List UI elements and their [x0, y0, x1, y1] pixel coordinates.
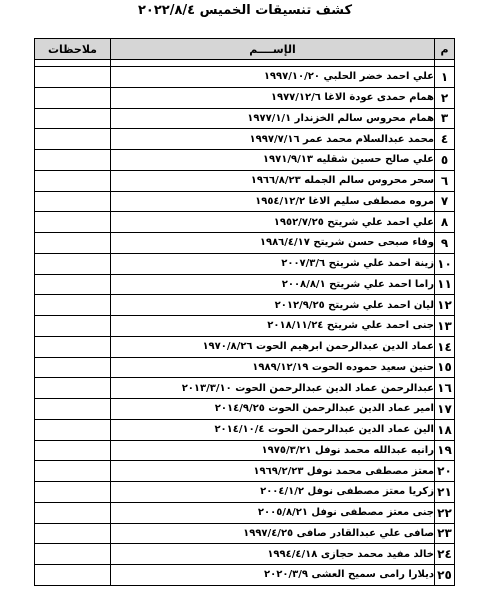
row-number-cell: ٨: [435, 212, 455, 233]
header-name: الإســــم: [111, 39, 435, 60]
row-name-cell: علي احمد خضر الحلبي ١٩٩٧/١٠/٢٠: [111, 67, 435, 88]
row-notes-cell: [35, 419, 111, 440]
row-number-cell: ٢٢: [435, 502, 455, 523]
table-row: [35, 399, 455, 420]
header-notes: ملاحظات: [35, 39, 111, 60]
row-notes-cell: [35, 336, 111, 357]
names-table: [34, 38, 455, 586]
row-name-cell: صافى علي عبدالقادر صافى ١٩٩٧/٤/٢٥: [111, 523, 435, 544]
row-number-cell: ١٦: [435, 378, 455, 399]
table-row: [35, 461, 455, 482]
row-name-cell: زينة احمد علي شريتح ٢٠٠٧/٣/٦: [111, 253, 435, 274]
row-number-cell: ١٢: [435, 295, 455, 316]
row-number-cell: ١٩: [435, 440, 455, 461]
row-number-cell: ٦: [435, 170, 455, 191]
table-row: [35, 87, 455, 108]
row-name-cell: علي احمد علي شريتح ١٩٥٢/٧/٢٥: [111, 212, 435, 233]
row-notes-cell: [35, 544, 111, 565]
row-notes-cell: [35, 316, 111, 337]
row-number-cell: ٢٤: [435, 544, 455, 565]
table-row: [35, 170, 455, 191]
table-row: [35, 108, 455, 129]
row-notes-cell: [35, 482, 111, 503]
row-notes-cell: [35, 129, 111, 150]
row-notes-cell: [35, 440, 111, 461]
row-name-cell: حنين سعيد حموده الحوت ١٩٨٩/١٢/١٩: [111, 357, 435, 378]
row-notes-cell: [35, 461, 111, 482]
row-notes-cell: [35, 150, 111, 171]
row-number-cell: ١٥: [435, 357, 455, 378]
row-name-cell: وفاء صبحى حسن شريتح ١٩٨٦/٤/١٧: [111, 233, 435, 254]
row-notes-cell: [35, 67, 111, 88]
row-name-cell: معتز مصطفى محمد نوفل ١٩٦٩/٢/٢٣: [111, 461, 435, 482]
table-row: [35, 316, 455, 337]
row-number-cell: ١٣: [435, 316, 455, 337]
row-name-cell: سحر محروس سالم الجمله ١٩٦٦/٨/٢٣: [111, 170, 435, 191]
table-row: [35, 295, 455, 316]
table-row: [35, 357, 455, 378]
row-name-cell: رانيه عبدالله محمد نوفل ١٩٧٥/٣/٢١: [111, 440, 435, 461]
table-row: [35, 191, 455, 212]
table-row: [35, 378, 455, 399]
table-row: [35, 523, 455, 544]
row-notes-cell: [35, 108, 111, 129]
row-number-cell: ١: [435, 67, 455, 88]
table-row: [35, 67, 455, 88]
row-number-cell: ٢: [435, 87, 455, 108]
row-notes-cell: [35, 357, 111, 378]
row-notes-cell: [35, 253, 111, 274]
table-row: [35, 419, 455, 440]
row-name-cell: جنى احمد علي شريتح ٢٠١٨/١١/٢٤: [111, 316, 435, 337]
row-notes-cell: [35, 170, 111, 191]
row-name-cell: الين عماد الدين عبدالرحمن الحوت ٢٠١٤/١٠/٤: [111, 419, 435, 440]
row-number-cell: ١١: [435, 274, 455, 295]
row-number-cell: ٤: [435, 129, 455, 150]
table-header-row: [35, 39, 455, 60]
table-row: [35, 502, 455, 523]
row-name-cell: همام حمدى عودة الاغا ١٩٧٧/١٢/٦: [111, 87, 435, 108]
row-name-cell: مروه مصطفى سليم الاغا ١٩٥٤/١٢/٢: [111, 191, 435, 212]
table-row: [35, 274, 455, 295]
table-row: [35, 482, 455, 503]
table-row: [35, 129, 455, 150]
document-title: كشف تنسيقات الخميس ٢٠٢٢/٨/٤: [137, 3, 353, 18]
header-number: م: [435, 39, 455, 60]
table-row: [35, 150, 455, 171]
row-notes-cell: [35, 523, 111, 544]
row-number-cell: ١٨: [435, 419, 455, 440]
row-number-cell: ٥: [435, 150, 455, 171]
row-number-cell: ٣: [435, 108, 455, 129]
header-spacer-row: [35, 60, 455, 67]
row-notes-cell: [35, 233, 111, 254]
table-row: [35, 233, 455, 254]
row-notes-cell: [35, 87, 111, 108]
row-name-cell: محمد عبدالسلام محمد عمر ١٩٩٧/٧/١٦: [111, 129, 435, 150]
row-name-cell: همام محروس سالم الخزندار ١٩٧٧/١/١: [111, 108, 435, 129]
row-number-cell: ١٧: [435, 399, 455, 420]
row-name-cell: ديلارا رامى سميح العشى ٢٠٢٠/٣/٩: [111, 565, 435, 586]
row-name-cell: عماد الدين عبدالرحمن ابرهيم الحوت ١٩٧٠/٨/٢٦: [111, 336, 435, 357]
row-number-cell: ٢٥: [435, 565, 455, 586]
row-notes-cell: [35, 295, 111, 316]
row-notes-cell: [35, 274, 111, 295]
row-name-cell: راما احمد علي شريتح ٢٠٠٨/٨/١: [111, 274, 435, 295]
row-name-cell: عبدالرحمن عماد الدين عبدالرحمن الحوت ٢٠١٣/٣/١٠: [111, 378, 435, 399]
row-number-cell: ٢٣: [435, 523, 455, 544]
table-row: [35, 212, 455, 233]
row-name-cell: جنى معتز مصطفى نوفل ٢٠٠٥/٨/٢١: [111, 502, 435, 523]
row-notes-cell: [35, 502, 111, 523]
table-row: [35, 544, 455, 565]
table-row: [35, 336, 455, 357]
table-row: [35, 253, 455, 274]
row-notes-cell: [35, 565, 111, 586]
row-notes-cell: [35, 191, 111, 212]
row-notes-cell: [35, 378, 111, 399]
row-notes-cell: [35, 212, 111, 233]
table-row: [35, 565, 455, 586]
row-name-cell: ليان احمد علي شريتح ٢٠١٢/٩/٢٥: [111, 295, 435, 316]
row-number-cell: ٢١: [435, 482, 455, 503]
row-number-cell: ١٤: [435, 336, 455, 357]
row-name-cell: خالد مفيد محمد حجازى ١٩٩٤/٤/١٨: [111, 544, 435, 565]
row-number-cell: ٩: [435, 233, 455, 254]
table-row: [35, 440, 455, 461]
row-name-cell: امير عماد الدين عبدالرحمن الحوت ٢٠١٤/٩/٢٥: [111, 399, 435, 420]
row-number-cell: ٧: [435, 191, 455, 212]
row-name-cell: زكريا معتز مصطفى نوفل ٢٠٠٤/١/٢: [111, 482, 435, 503]
row-number-cell: ١٠: [435, 253, 455, 274]
row-notes-cell: [35, 399, 111, 420]
row-number-cell: ٢٠: [435, 461, 455, 482]
row-name-cell: علي صالح حسين شقليه ١٩٧١/٩/١٣: [111, 150, 435, 171]
